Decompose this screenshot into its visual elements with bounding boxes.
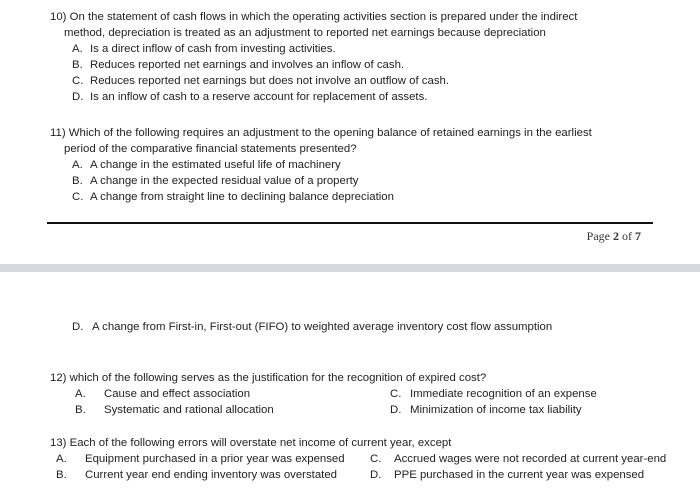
question-11-option-d: D. A change from First-in, First-out (FIFO) to weighted average inventory cost flow assumption [72, 321, 553, 333]
question-13-option-a: A. Equipment purchased in a prior year was expensed [56, 453, 345, 465]
question-10-option-a: A. Is a direct inflow of cash from investing activities. [72, 43, 336, 55]
question-13-option-b: B. Current year end ending inventory was overstated [56, 469, 338, 481]
page-number: Page 2 of 7 [586, 229, 641, 243]
question-12-option-d: D. Minimization of income tax liability [390, 404, 582, 416]
page-bottom [0, 272, 700, 494]
question-10-option-d: D. Is an inflow of cash to a reserve account for replacement of assets. [72, 91, 428, 103]
question-11-option-b: B. A change in the expected residual value of a property [72, 175, 359, 187]
question-10 [50, 9, 577, 105]
page-gap [0, 264, 700, 272]
question-11-option-c: C. A change from straight line to declining balance depreciation [72, 191, 394, 203]
question-10-option-b: B. Reduces reported net earnings and involves an inflow of cash. [72, 59, 405, 71]
question-12-option-b: B. Systematic and rational allocation [75, 404, 274, 416]
question-12-stem: 12) which of the following serves as the justification for the recognition of expired cost? [50, 372, 487, 384]
question-13-option-d: D. PPE purchased in the current year was expensed [370, 469, 645, 481]
question-12-option-c: C. Immediate recognition of an expense [390, 388, 597, 400]
question-11-option-a: A. A change in the estimated useful life of machinery [72, 159, 341, 171]
question-12-option-a: A. Cause and effect association [75, 388, 251, 400]
question-10-option-c: C. Reduces reported net earnings but does not involve an outflow of cash. [72, 75, 450, 87]
question-10-line1: 10) On the statement of cash flows in which the operating activities section is prepared under the indirect [50, 11, 578, 23]
question-13-option-c: C. Accrued wages were not recorded at current year-end [370, 453, 667, 465]
question-11-line2: period of the comparative financial statements presented? [64, 143, 357, 155]
question-11 [50, 125, 592, 205]
page-divider-rule [47, 222, 653, 224]
question-13-stem: 13) Each of the following errors will overstate net income of current year, except [50, 437, 452, 449]
question-10-line2: method, depreciation is treated as an adjustment to reported net earnings because depreciation [64, 27, 546, 39]
question-11-line1: 11) Which of the following requires an adjustment to the opening balance of retained earnings in the earliest [50, 127, 592, 139]
